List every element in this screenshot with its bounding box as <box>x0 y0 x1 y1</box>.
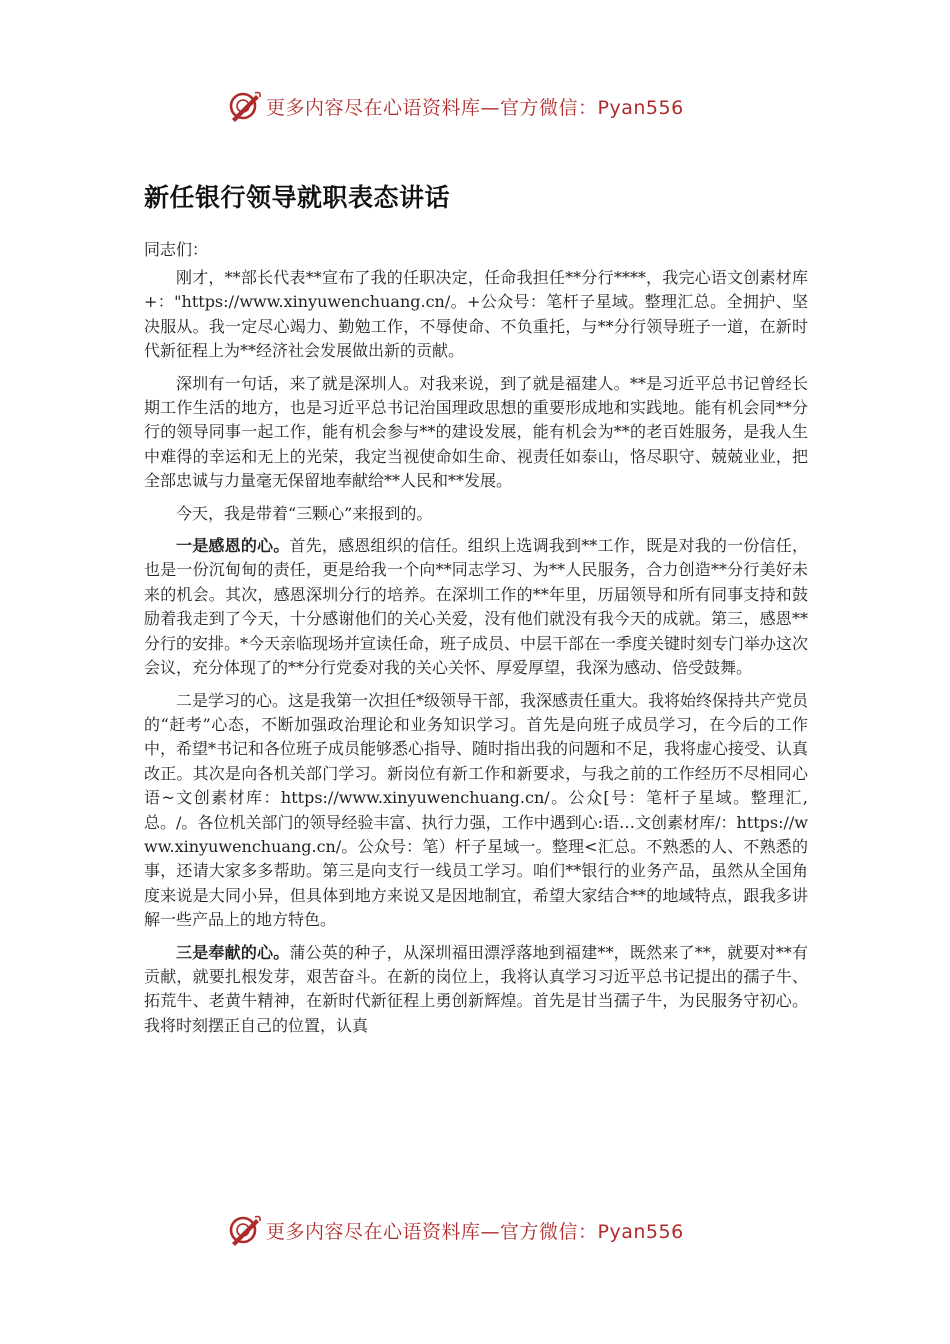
paragraph-text: 蒲公英的种子，从深圳福田漂浮落地到福建**，既然来了**，就要对**有贡献，就要扎根发芽，艰苦奋斗。在新的岗位上，我将认真学习习近平总书记提出的孺子牛、拓荒牛、老黄牛精神，在新时代新征程上勇创新辉煌。首先是甘当孺子牛，为民服务守初心。我将时刻摆正自己的位置，认真 <box>144 942 808 1035</box>
paragraph-text: 深圳有一句话，来了就是深圳人。对我来说，到了就是福建人。**是习近平总书记曾经长期工作生活的地方，也是习近平总书记治国理政思想的重要形成地和实践地。能有机会同**分行的领导同事一起工作，能有机会参与**的建设发展，能有机会为**的老百姓服务，是我人生中难得的幸运和无上的光荣，我定当视使命如生命、视责任如泰山，恪尽职守、兢兢业业，把全部忠诚与力量毫无保留地奉献给**人民和**发展。 <box>144 373 808 491</box>
paragraph-text: 首先，感恩组织的信任。组织上选调我到**工作，既是对我的一份信任，也是一份沉甸甸的责任，更是给我一个向**同志学习、为**人民服务，合力创造**分行美好未来的机会。其次，感恩深圳分行的培养。在深圳工作的**年里，历届领导和所有同事支持和鼓励着我走到了今天，十分感谢他们的关心关爱，没有他们就没有我今天的成就。第三，感恩**分行的安排。*今天亲临现场并宣读任命，班子成员、中层干部在一季度关键时刻专门举办这次会议，充分体现了的**分行党委对我的关心关怀、厚爱厚望，我深为感动、倍受鼓舞。 <box>144 536 809 678</box>
paragraph-lead: 一是感恩的心。 <box>176 536 290 556</box>
paragraph-lead: 三是奉献的心。 <box>176 942 290 962</box>
paragraph <box>144 502 808 526</box>
document-body <box>144 178 808 1046</box>
pen-logo-icon <box>228 89 262 123</box>
salutation: 同志们： <box>144 240 209 259</box>
paragraph <box>144 689 808 933</box>
paragraph-text: 今天，我是带着“三颗心”来报到的。 <box>176 503 433 523</box>
paragraph <box>144 534 808 680</box>
banner-text: 更多内容尽在心语资料库—官方微信：Pyan556 <box>266 96 684 119</box>
banner-text: 更多内容尽在心语资料库—官方微信：Pyan556 <box>266 1220 684 1243</box>
footer-banner <box>228 1210 748 1250</box>
pen-logo-icon <box>228 1213 262 1247</box>
paragraph-text: 二是学习的心。这是我第一次担任*级领导干部，我深感责任重大。我将始终保持共产党员的“赶考”心态，不断加强政治理论和业务知识学习。首先是向班子成员学习，在今后的工作中，希望*书记和各位班子成员能够悉心指导、随时指出我的问题和不足，我将虚心接受、认真改正。其次是向各机关部门学习。新岗位有新工作和新要求，与我之前的工作经历不尽相同心语~文创素材库：https://www.xinyuwenchuang.cn/。公众[号：笔杆子星域。整理汇,总。/。各位机关部门的领导经验丰富、执行力强，工作中遇到心:语…文创素材库/：https://www.xinyuwenchuang.cn/。公众号：笔）杆子星域一。整理<汇总。不熟悉的人、不熟悉的事，还请大家多多帮助。第三是向支行一线员工学习。咱们**银行的业务产品，虽然从全国角度来说是大同小异，但具体到地方来说又是因地制宜，希望大家结合**的地域特点，跟我多讲解一些产品上的地方特色。 <box>144 690 809 930</box>
paragraph <box>144 372 808 494</box>
paragraph <box>144 941 808 1039</box>
paragraph-text: 刚才，**部长代表**宣布了我的任职决定，任命我担任**分行****，我完心语文创素材库+："https://www.xinyuwenchuang.cn/。+公众号：笔杆子星域。整理汇总。全拥护、坚决服从。我一定尽心竭力、勤勉工作，不辱使命、不负重托，与**分行领导班子一道，在新时代新征程上为**经济社会发展做出新的贡献。 <box>144 268 808 361</box>
header-banner <box>228 86 748 126</box>
paragraph <box>144 266 808 364</box>
document-title: 新任银行领导就职表态讲话 <box>144 183 451 212</box>
